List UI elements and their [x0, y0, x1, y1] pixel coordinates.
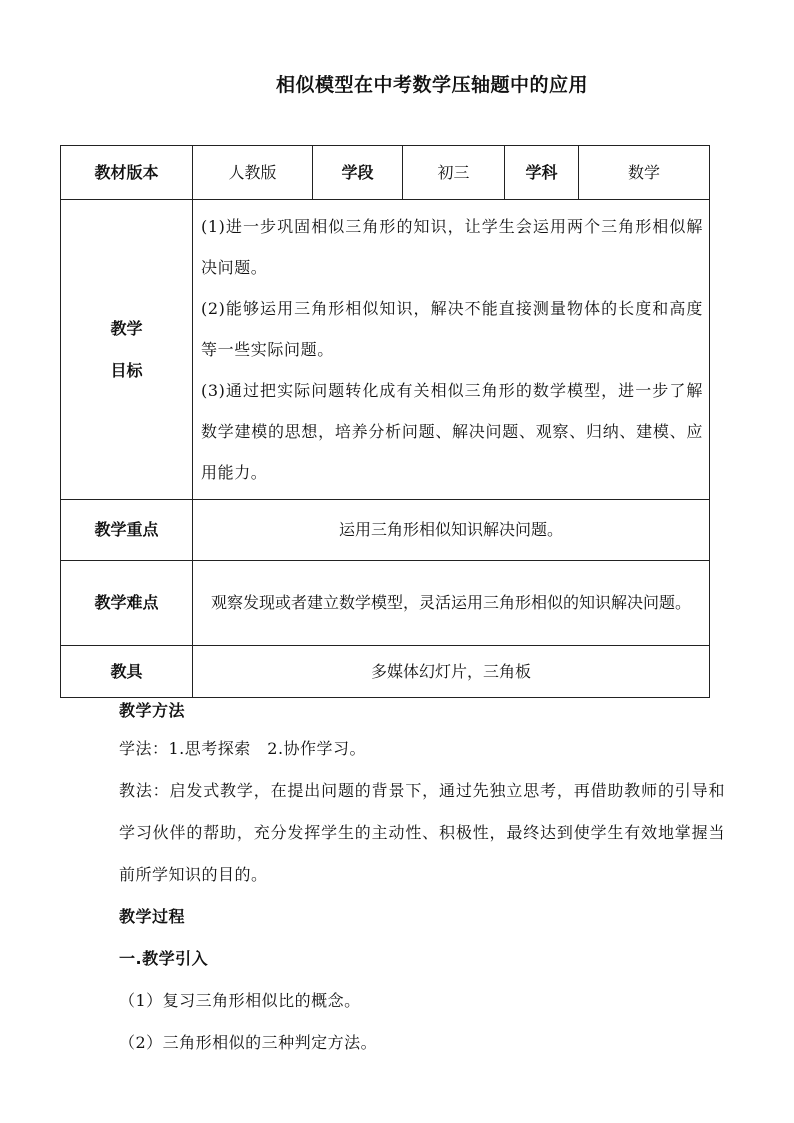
difficulties-label: 教学难点: [61, 561, 193, 646]
table-row-difficulties: [61, 561, 710, 646]
edition-label: 教材版本: [61, 146, 193, 200]
goals-content: [193, 200, 710, 500]
subject-value: 数学: [579, 146, 710, 200]
intro-item-2: （2）三角形相似的三种判定方法。: [119, 1033, 378, 1052]
teach-method: 教法：启发式教学，在提出问题的背景下，通过先独立思考，再借助教师的引导和学习伙伴的帮助，充分发挥学生的主动性、积极性，最终达到使学生有效地掌握当前所学知识的目的。: [119, 781, 725, 884]
goals-label-line1: 教学: [110, 318, 143, 338]
table-row-edition: [61, 146, 710, 200]
methods-section: [119, 694, 725, 1064]
key-points-label: 教学重点: [61, 500, 193, 561]
goals-label: [61, 200, 193, 500]
stage-label: 学段: [313, 146, 403, 200]
stage-value: 初三: [403, 146, 505, 200]
subject-label: 学科: [505, 146, 579, 200]
table-row-goals: [61, 200, 710, 500]
document-title: 相似模型在中考数学压轴题中的应用: [275, 74, 588, 96]
goal-item-1: (1)进一步巩固相似三角形的知识，让学生会运用两个三角形相似解决问题。: [201, 217, 703, 277]
table-row-tools: [61, 646, 710, 698]
goal-item-3: (3)通过把实际问题转化成有关相似三角形的数学模型，进一步了解数学建模的思想，培养分析问题、解决问题、观察、归纳、建模、应用能力。: [201, 381, 703, 482]
edition-value: 人教版: [193, 146, 313, 200]
goals-label-line2: 目标: [110, 360, 143, 380]
study-method: 学法：1.思考探索 2.协作学习。: [119, 739, 367, 758]
goal-item-2: (2)能够运用三角形相似知识，解决不能直接测量物体的长度和高度等一些实际问题。: [201, 299, 703, 359]
section-intro-heading: 一.教学引入: [119, 949, 209, 968]
tools-label: 教具: [61, 646, 193, 698]
table-row-key-points: [61, 500, 710, 561]
methods-heading: 教学方法: [119, 701, 186, 720]
lesson-info-table: [60, 145, 710, 698]
difficulties-value: 观察发现或者建立数学模型，灵活运用三角形相似的知识解决问题。: [193, 561, 710, 646]
tools-value: 多媒体幻灯片，三角板: [193, 646, 710, 698]
key-points-value: 运用三角形相似知识解决问题。: [193, 500, 710, 561]
intro-item-1: （1）复习三角形相似比的概念。: [119, 991, 361, 1010]
process-heading: 教学过程: [119, 907, 186, 926]
